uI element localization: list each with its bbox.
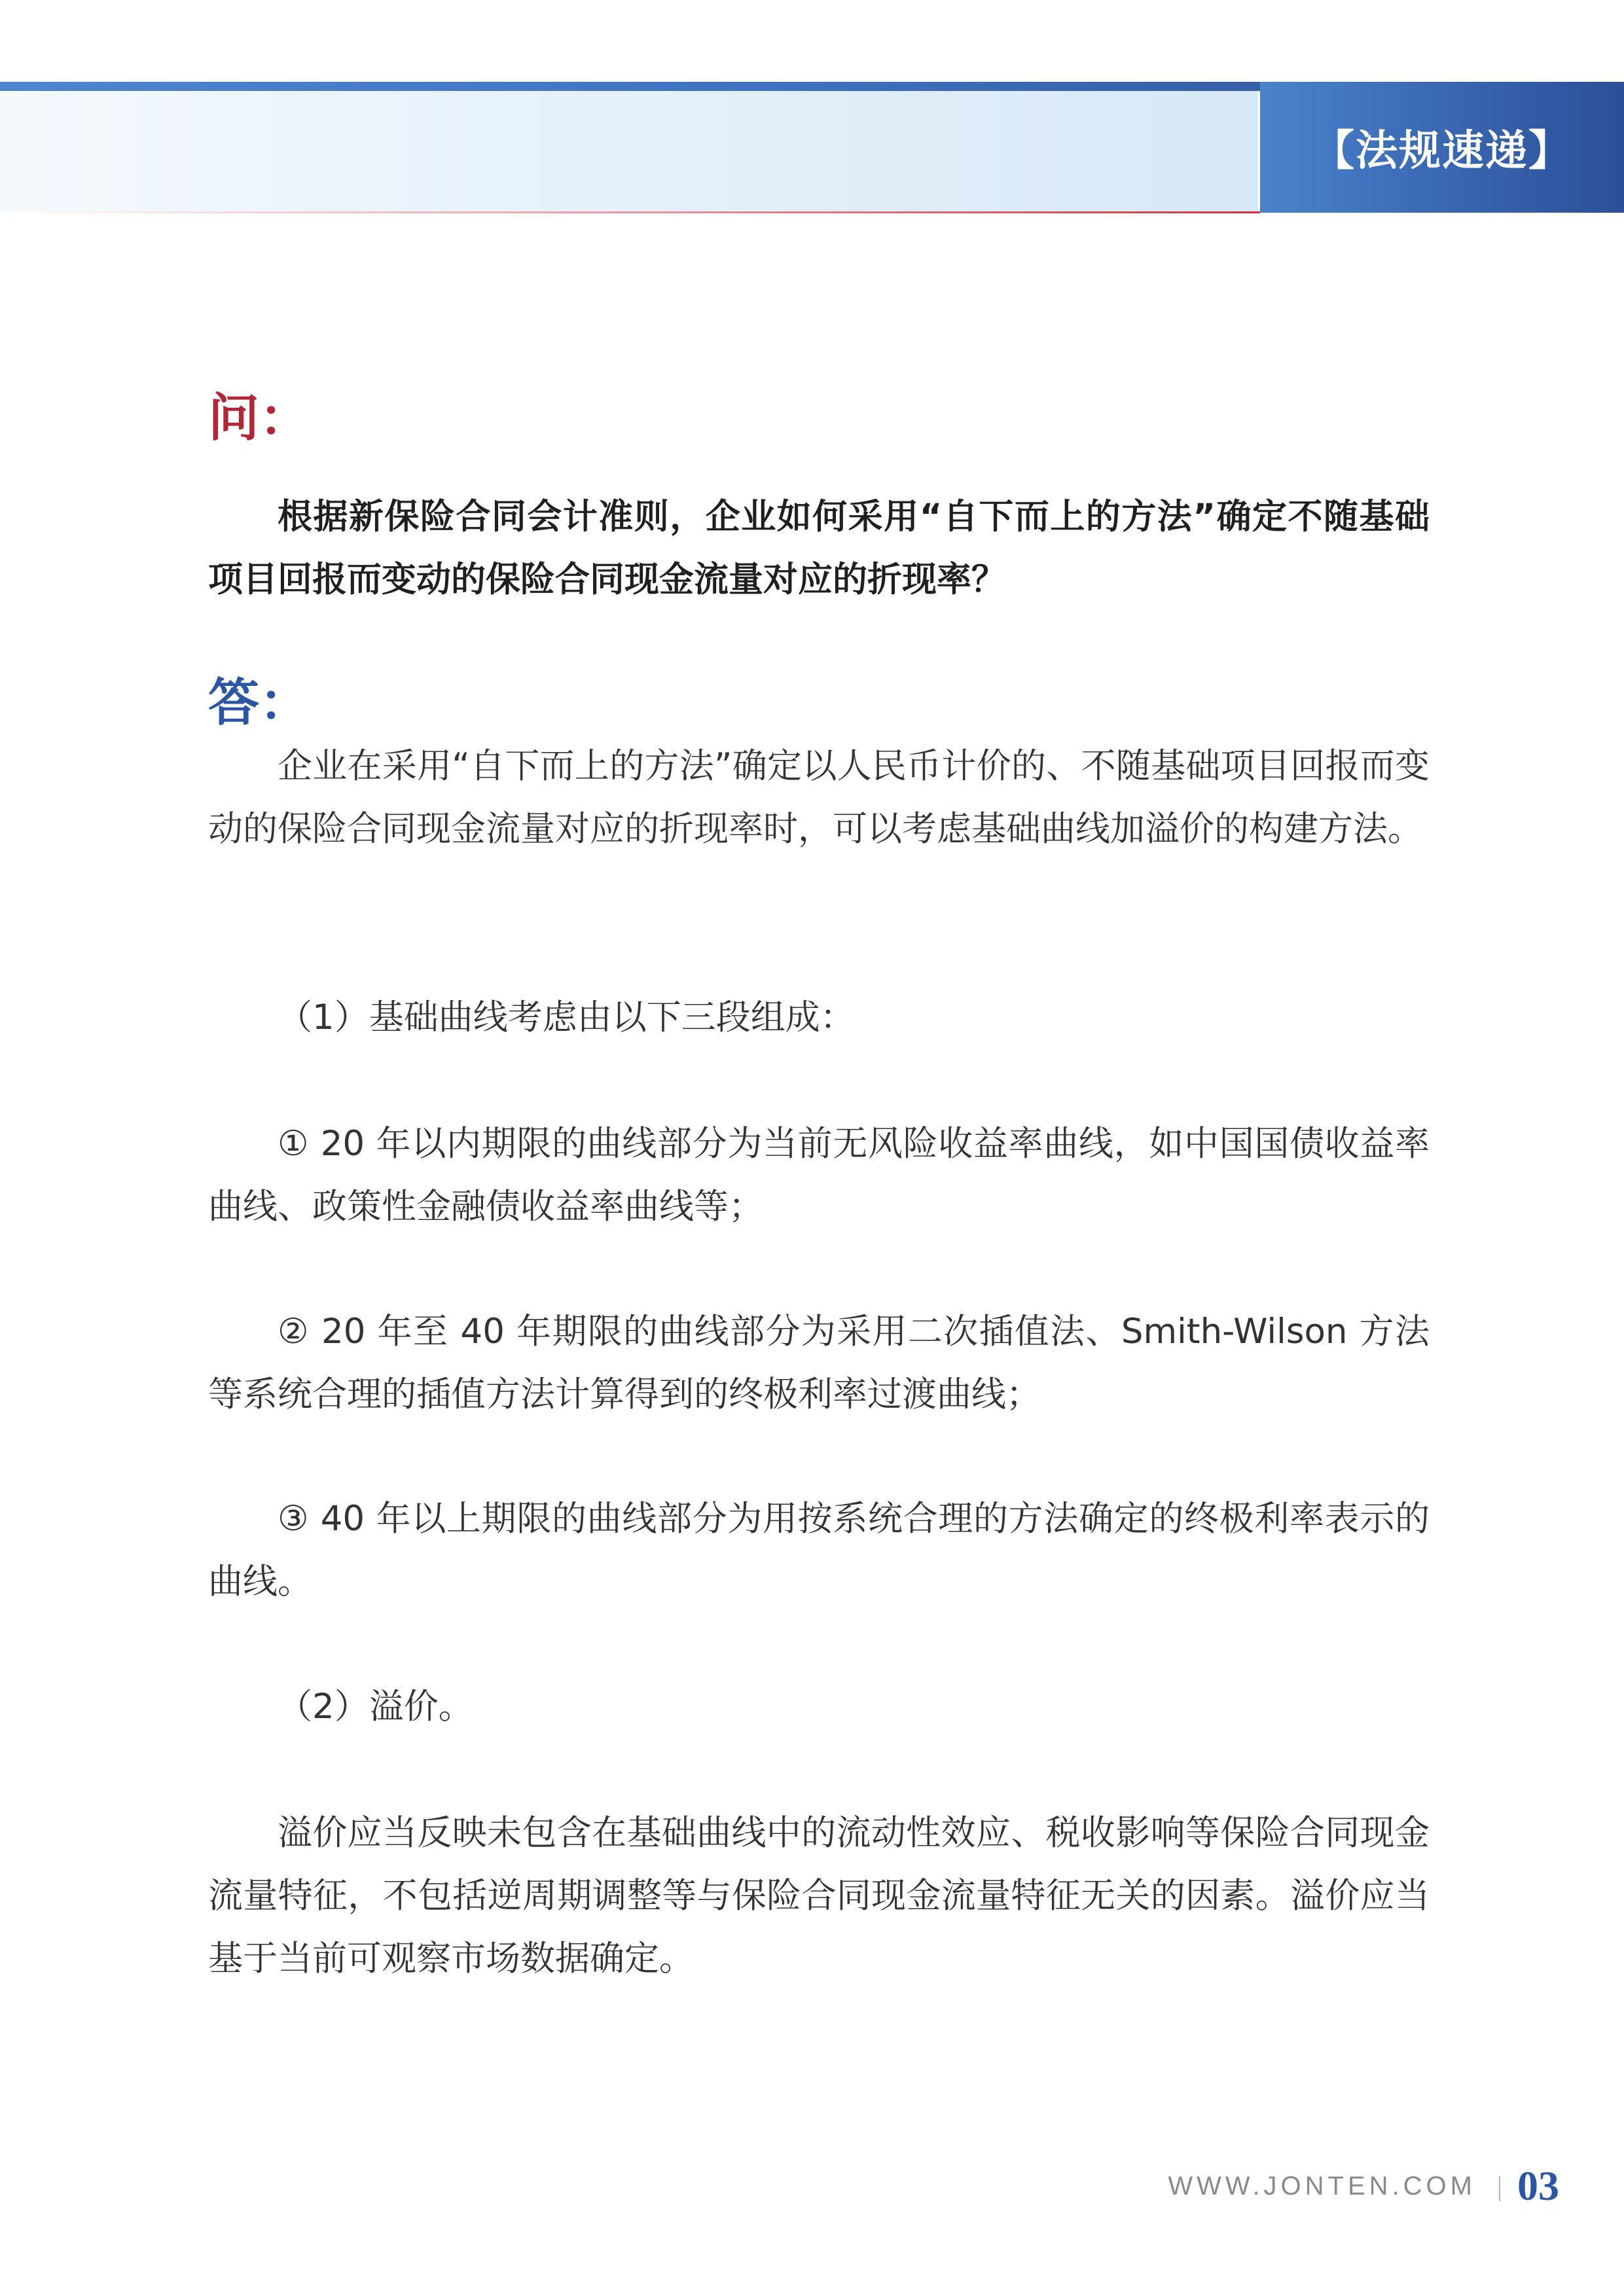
header-red-line — [0, 211, 1260, 213]
curve-segment-2: ② 20 年至 40 年期限的曲线部分为采用二次插值法、Smith-Wilson 方法等系统合理的插值方法计算得到的终极利率过渡曲线； — [208, 1312, 1430, 1414]
answer-intro: 企业在采用“自下而上的方法”确定以人民币计价的、不随基础项目回报而变动的保险合同现金流量对应的折现率时，可以考虑基础曲线加溢价的构建方法。 — [208, 746, 1430, 849]
header-top-rule — [0, 82, 1260, 91]
footer-divider — [1499, 2176, 1500, 2201]
header-band — [0, 91, 1258, 211]
curve-segment-1: ① 20 年以内期限的曲线部分为当前无风险收益率曲线，如中国国债收益率曲线、政策性金融债收益率曲线等； — [208, 1124, 1430, 1227]
question-label: 问： — [208, 389, 311, 448]
page-number: 03 — [1517, 2162, 1559, 2209]
section-tag-label: 【法规速递】 — [1312, 126, 1572, 175]
curve-segment-3: ③ 40 年以上期限的曲线部分为用按系统合理的方法确定的终极利率表示的曲线。 — [208, 1499, 1430, 1602]
premium-paragraph: 溢价应当反映未包含在基础曲线中的流动性效应、税收影响等保险合同现金流量特征，不包括逆周期调整等与保险合同现金流量特征无关的因素。溢价应当基于当前可观察市场数据确定。 — [208, 1813, 1430, 1979]
answer-label: 答： — [208, 673, 311, 732]
section-tag — [1260, 82, 1624, 213]
section-2-heading: （2）溢价。 — [278, 1687, 473, 1727]
section-1-heading: （1）基础曲线考虑由以下三段组成： — [278, 997, 855, 1037]
question-text: 根据新保险合同会计准则，企业如何采用“自下而上的方法”确定不随基础项目回报而变动的保险合同现金流量对应的折现率？ — [208, 497, 1430, 600]
footer-website: WWW.JONTEN.COM — [1168, 2172, 1476, 2200]
